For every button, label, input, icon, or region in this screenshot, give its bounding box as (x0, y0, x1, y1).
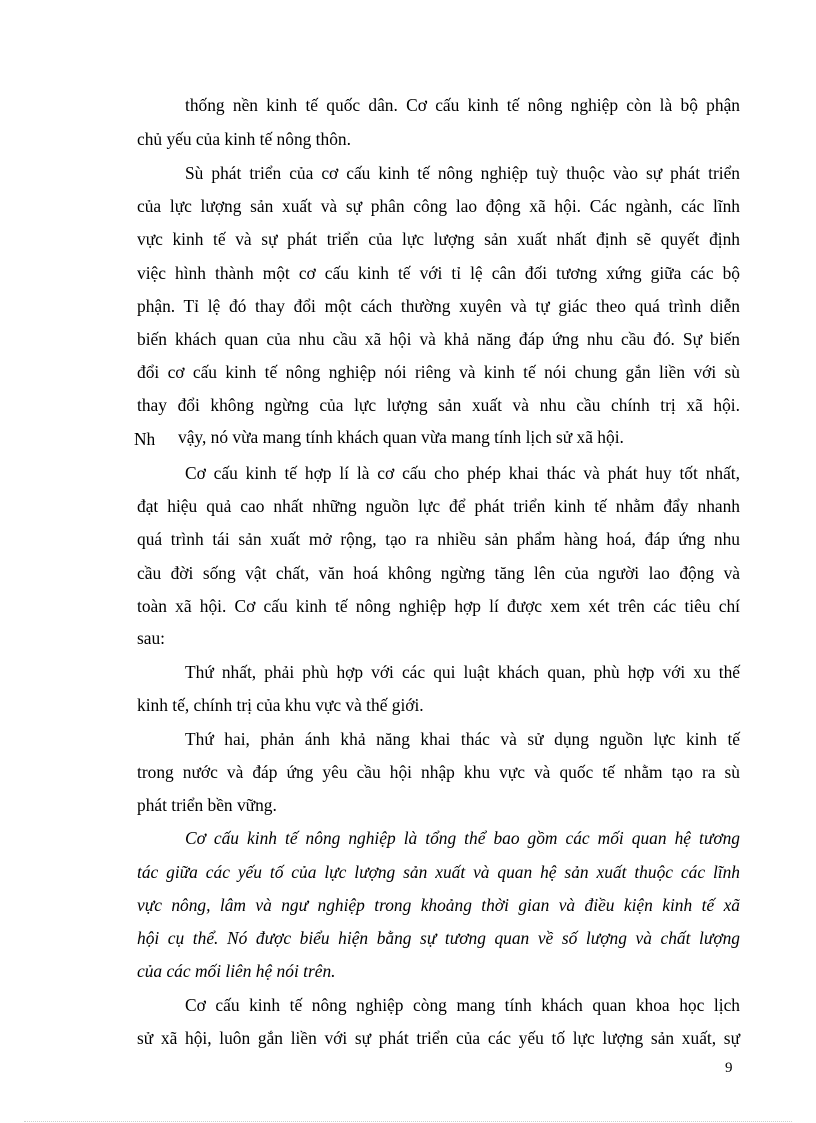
text-line: Cơ cấu kinh tế nông nghiệp còng mang tính khách quan khoa học lịch (185, 995, 740, 1015)
text-line: trong nước và đáp ứng yêu cầu hội nhập khu vực và quốc tế nhằm tạo ra sù (137, 762, 740, 782)
text-line: đạt hiệu quả cao nhất những nguồn lực để phát triển kinh tế nhằm đẩy nhanh (137, 496, 740, 516)
text-line: Thứ hai, phản ánh khả năng khai thác và sử dụng nguồn lực kinh tế (185, 729, 740, 749)
text-line: của lực lượng sản xuất và sự phân công lao động xã hội. Các ngành, các lĩnh (137, 196, 740, 216)
text-line: Cơ cấu kinh tế nông nghiệp là tổng thể bao gồm các mối quan hệ tương (185, 828, 740, 848)
text-line: vực nông, lâm và ngư nghiệp trong khoảng thời gian và điều kiện kinh tế xã (137, 895, 740, 915)
text-line: đổi cơ cấu kinh tế nông nghiệp nói riêng và kinh tế nói chung gắn liền với sù (137, 362, 740, 382)
text-line: vực kinh tế và sự phát triển của lực lượng sản xuất nhất định sẽ quyết định (137, 229, 740, 249)
text-line: tác giữa các yếu tố của lực lượng sản xuất và quan hệ sản xuất thuộc các lĩnh (137, 862, 740, 882)
page-number: 9 (725, 1060, 733, 1076)
text-line: quá trình tái sản xuất mở rộng, tạo ra nhiều sản phẩm hàng hoá, đáp ứng nhu (137, 529, 740, 549)
text-line: chủ yếu của kinh tế nông thôn. (137, 129, 351, 149)
stray-text: Nh (134, 429, 156, 449)
text-line: thay đổi không ngừng của lực lượng sản xuất và nhu cầu chính trị xã hội. (137, 395, 740, 415)
text-line: biến khách quan của nhu cầu xã hội và khả năng đáp ứng nhu cầu đó. Sự biến (137, 329, 740, 349)
text-line: cầu đời sống vật chất, văn hoá không ngừng tăng lên của người lao động và (137, 563, 740, 583)
text-line: thống nền kinh tế quốc dân. Cơ cấu kinh tế nông nghiệp còn là bộ phận (185, 95, 740, 115)
text-line: kinh tế, chính trị của khu vực và thế giới. (137, 695, 424, 715)
text-line: Cơ cấu kinh tế hợp lí là cơ cấu cho phép khai thác và phát huy tốt nhất, (185, 463, 740, 483)
text-line: việc hình thành một cơ cấu kinh tế với tỉ lệ cân đối tương xứng giữa các bộ (137, 263, 740, 283)
text-line: phận. Tỉ lệ đó thay đổi một cách thường xuyên và tự giác theo quá trình diễn (137, 296, 740, 316)
text-line: sử xã hội, luôn gắn liền với sự phát triển của các yếu tố lực lượng sản xuất, sự (137, 1028, 740, 1048)
page-bottom-rule (24, 1121, 792, 1122)
text-line: sau: (137, 628, 166, 648)
text-line: toàn xã hội. Cơ cấu kinh tế nông nghiệp hợp lí được xem xét trên các tiêu chí (137, 596, 740, 616)
text-line: của các mối liên hệ nói trên. (137, 961, 336, 981)
text-line: phát triển bền vững. (137, 795, 277, 815)
text-line: vậy, nó vừa mang tính khách quan vừa mang tính lịch sử xã hội. (178, 427, 624, 447)
text-line: Sù phát triển của cơ cấu kinh tế nông nghiệp tuỳ thuộc vào sự phát triển (185, 163, 740, 183)
text-line: Thứ nhất, phải phù hợp với các qui luật khách quan, phù hợp với xu thế (185, 662, 740, 682)
text-line: hội cụ thể. Nó được biểu hiện bằng sự tương quan về số lượng và chất lượng (137, 928, 740, 948)
